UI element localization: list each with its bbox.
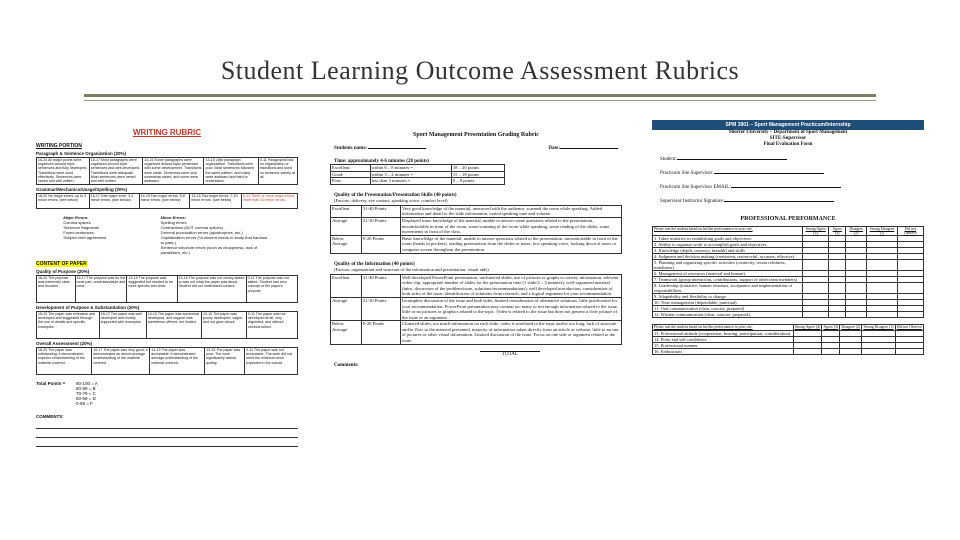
list-item: Sentence structure errors (such as choppiness, lack of parallelism, etc.) <box>160 245 258 255</box>
doc3-banner: SPM 3901 – Sport Management Practicum/Internship <box>652 120 924 130</box>
field-supervisor-email: Practicum Site Supervisor EMAIL: <box>660 185 924 190</box>
doc1-section-writing: WRITING PORTION <box>36 143 82 149</box>
doc1-table-overall <box>36 347 298 375</box>
cell: Excellent <box>331 274 362 297</box>
cell: 18-20 The purpose was extremely clear and focused. <box>37 276 76 303</box>
q1-factors: (Factors: delivery, eye contact, speaking voice, comfort level) <box>334 197 448 203</box>
cell: Cluttered slides, too much information on each slide, video is unrelated to the topic and/or too long, lack of structure and/or flow to the material presented, majority of information taken directly from an article or website, little to no use of pictures or other visual information. Limited discussion of the issue. Focus on one side or argument related to the issue. <box>401 321 622 344</box>
list-item: Comma splices <box>63 220 91 225</box>
cell: 14-15 Some paragraphs were organized around topic sentences with some development. Transitions were weak. Sentences were only somewhat varied, and some were awkward. <box>143 158 204 185</box>
grade: 0-59 = F <box>76 401 93 406</box>
field-supervisor: Practicum Site Supervisor: <box>660 171 924 176</box>
table-row: 8. Leadership (initiative, human relations, acceptance and implementation of responsibilities. <box>653 283 924 294</box>
date-label: Date: <box>548 146 560 151</box>
cell: 21-30 Points <box>362 297 401 320</box>
cell: Good: <box>331 171 371 178</box>
table-row: 14. Poise and self confidence <box>653 336 924 342</box>
doc1-sub-grammar: Grammar/Mechanics/Usage/Spelling (20%) <box>36 187 128 192</box>
cell: 0-11 The paper was not acceptable. The work did not meet the minimum level expected in the course. <box>245 348 298 375</box>
cell: 13-15 The purpose was not clearly stated or was not what the paper was about. Student did not understand content. <box>177 276 246 303</box>
field-student: Student: <box>660 157 924 162</box>
grade: 90-100 = A <box>76 381 98 386</box>
grade: 80-89 = B <box>76 386 96 391</box>
cell: Excellent: <box>331 165 371 172</box>
cell: within 6 – 8 minutes = <box>370 165 451 172</box>
table-row: 6. Management of resources (material and human). <box>653 271 924 277</box>
list-item: Fused sentences <box>63 230 94 235</box>
evaluation-form-document <box>652 118 924 534</box>
instruction: Please rate the student based on his/her performance in your site. <box>653 325 794 330</box>
cell: Below Average <box>331 321 362 344</box>
major-errors <box>63 215 106 255</box>
col-header: Strong Disagree (1) <box>863 325 894 330</box>
presentation-rubric-document <box>330 118 622 534</box>
list-item: Subject-verb agreement <box>63 235 107 240</box>
time-title: Time: approximately 4-6 minutes (20 points) <box>334 159 429 164</box>
comment-lines <box>36 420 298 447</box>
table-row: 3. Knowledge (depth, currency, breadth) and skills <box>653 248 924 254</box>
table-row: 15. Professional manner <box>653 342 924 348</box>
cell: 16-17 The paper was very good; it demonstrated an above-average understanding of the material covered. <box>92 348 150 375</box>
cell: 16-17 The paper was well developed and mostly supported with examples. <box>99 312 146 339</box>
list-item: Spelling errors <box>160 220 187 225</box>
students-label: Students name: <box>334 146 368 151</box>
cell: Incomplete discussion of the issue and both sides, limited consideration of alternative solutions, little justification for your recommendation. PowerPoint presentation may contain too many or not enough information related to the issue, little or no pictures or graphics related to the topic. Video is related to the issue but does not present a clear picture of the issue or an argument. <box>401 297 622 320</box>
table-row: 16. Enthusiasm <box>653 348 924 354</box>
table-row: 5. Planning and organizing specific activities (creativity, resourcefulness, timeliness). <box>653 260 924 271</box>
col-header: Agree (3) <box>829 227 846 236</box>
cell: 14-15 Two major errors, 5-6 minor errors. (see below) <box>139 194 190 209</box>
q2-title: Quality of the Information (40 points) <box>334 261 415 267</box>
grade-scale <box>76 381 98 406</box>
doc3-line1: Shorter University – Department of Sport Management <box>728 130 848 135</box>
cell: 16-17 The purpose was for the most part, understandable and clear. <box>75 276 127 303</box>
cell: 13-15 The paper was poorly developed, vague, and not given about. <box>201 312 246 339</box>
minor-errors <box>161 215 271 255</box>
cell: 13-15 Two major errors, 7-10 minor errors. (see below) <box>190 194 242 209</box>
total-label: TOTAL <box>480 351 540 357</box>
cell: 13-15 The paper was poor. The work significantly lacked quality. <box>205 348 245 375</box>
table-row: 4. Judgment and decision making (consistent, resourceful, accurate, effective). <box>653 254 924 260</box>
cell: 0-20 Points <box>362 235 401 253</box>
cell: 16-17 Most paragraphs were organized around topic sentences and well developed. Transitions were adequate. Most sentences were varied and well written. <box>89 158 142 185</box>
cell: 0-11 The paper was not developed at all, very disjointed, and without obvious tuition. <box>246 312 297 339</box>
title-underline <box>84 94 876 97</box>
pp-title: PROFESSIONAL PERFORMANCE <box>740 216 836 222</box>
cell: Well-developed PowerPoint presentation, uncluttered slides, use of pictures or graphs to convey information, relevant video clip, appropriate number of slides for the presentation time (1 slide/2 – 3 minutes), well-organized material (intro, discussion of the problem/issue, solutions/recommendations), well developed introduction, consideration of both sides of the issue, identification of solutions from research, and a logical argument for your recommendation. <box>401 274 622 297</box>
cell: Basic knowledge of the material, unable to answer questions related to the presentation, uncomfortable in front of the room (hands in pockets), reading presentation from the slides or notes, low speaking voice, looking down at notes or computer screen throughout the presentation. <box>401 235 622 253</box>
cell: 21-30 Points <box>362 217 401 235</box>
doc1-table-paragraph <box>36 157 298 185</box>
q2-table <box>330 274 622 345</box>
cell: Displayed some knowledge of the material, unable to answer some questions related to the presentation, uncomfortable in front of the room, some scanning of the room while speaking, some reading of the slides, some movements in front of the class. <box>401 217 622 235</box>
cell: Very good knowledge of the material, interacted with the audience, scanned the room while speaking. Added information and detail to the slide information, varied speaking tone and volume. <box>401 205 622 217</box>
instruction: Please rate the student based on his/her performance in your site. <box>653 227 803 236</box>
cell: 18 – 20 points <box>451 165 504 172</box>
cell: 0 – 8 points <box>451 178 504 185</box>
title-underline-thin <box>84 100 876 101</box>
total-label: Total Points = <box>36 381 66 386</box>
minor-errors-title: Minor Errors: <box>160 215 186 220</box>
doc1-sub-development: Development of Purpose & Substantiation (20%) <box>36 305 140 310</box>
cell: 31-40 Points <box>362 274 401 297</box>
cell: 0-11 Paragraphs had no organization or transitions and used no sentence variety at all. <box>258 158 297 185</box>
cell: Excellent <box>331 205 362 217</box>
cell: Average <box>331 297 362 320</box>
col-header: Did not Observe <box>896 325 922 330</box>
field-signature: Supervisor Instructor Signature: <box>660 199 924 204</box>
writing-rubric-document <box>36 118 298 534</box>
cell: 13-15 Little paragraph organization. Transitions were poor. Most sentences followed the same pattern, and many were awkward and hard to understand. <box>204 158 258 185</box>
list-item: Capitalization errors (*A student needs to study that handout to pass.) <box>160 235 268 245</box>
list-item: Contractions (NOT comma splices) <box>160 225 223 230</box>
time-table <box>330 164 505 185</box>
pp-table-2 <box>652 324 924 354</box>
table-row: 9. Adaptability and flexibility to change. <box>653 294 924 300</box>
doc1-error-lists <box>36 215 298 255</box>
cell: 18-20 The paper was outstanding; it demonstrated superior understanding of the material covered. <box>37 348 92 375</box>
cell: 16-17 One major error, 3-4 minor errors. (see below) <box>89 194 139 209</box>
doc2-heading: Sport Management Presentation Grading Rubric <box>413 132 539 138</box>
table-row: 11. Oral communication (clear, concise, prepared). <box>653 306 924 312</box>
pp-table <box>652 226 924 318</box>
cell: 0-11 The purpose was not stated. Student had zero concept of the paper's purpose. <box>246 276 297 303</box>
cell: 15 – 18 points <box>451 171 504 178</box>
doc1-table-development <box>36 311 298 339</box>
page-title: Student Learning Outcome Assessment Rubrics <box>220 56 740 85</box>
list-item: Sentence fragments <box>63 225 100 230</box>
cell: 31-40 Points <box>362 205 401 217</box>
doc3-line2: SITE-Supervisor <box>769 136 807 141</box>
cell: 18-20 The paper was extensive and developed and suggested through the use of details and specific examples. <box>37 312 100 339</box>
table-row: 7. Teamwork (group interaction, contributions, support of other team members) <box>653 277 924 283</box>
grade: 60-69 = D <box>76 396 96 401</box>
doc1-sub-purpose: Quality of Purpose (20%) <box>36 269 90 274</box>
cell: 18-20 All major points were organized around topic sentences and fully developed. Transitions were used effectively. Sentences were varied and well written. <box>38 158 88 184</box>
doc1-total <box>36 381 298 406</box>
cell: less than 3 minutes = <box>370 178 451 185</box>
cell: 0-20 Points <box>362 321 401 344</box>
doc1-table-grammar <box>36 193 298 209</box>
doc1-sub-overall: Overall Assessment (20%) <box>36 341 93 346</box>
q1-table <box>330 205 622 254</box>
comments-label: Comments: <box>334 362 359 368</box>
doc1-sub-paragraph: Paragraph & Sentence Organization (20%) <box>36 151 127 156</box>
doc1-section-content: CONTENT OF PAPER <box>36 261 87 267</box>
doc1-table-purpose <box>36 275 298 303</box>
col-header: Disagree (2) <box>841 325 861 330</box>
cell: Below Average <box>331 235 362 253</box>
doc3-line3: Final Evaluation Form <box>763 142 813 147</box>
table-row: 1. Takes initiative in establishing goals and objectives. <box>653 236 924 242</box>
doc1-heading: WRITING RUBRIC <box>133 128 201 137</box>
cell: 14-15 The paper was acceptable; it demonstrated average understanding of the material covered. <box>150 348 205 375</box>
cell: 14-15 The paper was somewhat developed, and support was sometimes offered, but limited. <box>146 312 201 339</box>
cell: 0-11 Three or more major errors, more than 10 minor errors. <box>242 194 298 209</box>
table-row: 12. Written communication (clear, concise, prepared). <box>653 312 924 318</box>
col-header: Strong Agree (4) <box>794 325 821 330</box>
major-errors-title: Major Errors: <box>63 215 89 220</box>
q1-title: Quality of the Presentation/Presentation Skills (40 points) <box>334 192 457 198</box>
cell: 18-20 No major errors, up to 3 minor errors. (see below) <box>37 194 90 209</box>
col-header: Disagree (2) <box>846 227 867 236</box>
table-row: 13. Professional attitude (cooperation, bearing, participation, consideration) <box>653 330 924 336</box>
col-header: Strong Disagree (1) <box>867 227 898 236</box>
table-row: 2. Ability to organize work to accomplish goals and objectives. <box>653 242 924 248</box>
col-header: Agree (3) <box>823 325 839 330</box>
col-header: Strong Agree (4) <box>803 227 829 236</box>
doc2-student-date <box>334 146 618 151</box>
list-item: General punctuation errors (apostrophes, etc.) <box>160 230 243 235</box>
cell: within 3 – 4 minutes = <box>370 171 451 178</box>
cell: Average <box>331 217 362 235</box>
cell: 14-15 The purpose was suggested but needed to be more specific and clear. <box>127 276 177 303</box>
cell: Poor: <box>331 178 371 185</box>
q2-factors: (Factors: organization and structure of the information and presentation, visual aids) <box>334 266 489 272</box>
table-row: 10. Time management (dependable, punctual). <box>653 300 924 306</box>
grade: 70-79 = C <box>76 391 96 396</box>
col-header: Did not Observe <box>897 227 923 236</box>
doc1-comments: COMMENTS: <box>36 414 64 419</box>
